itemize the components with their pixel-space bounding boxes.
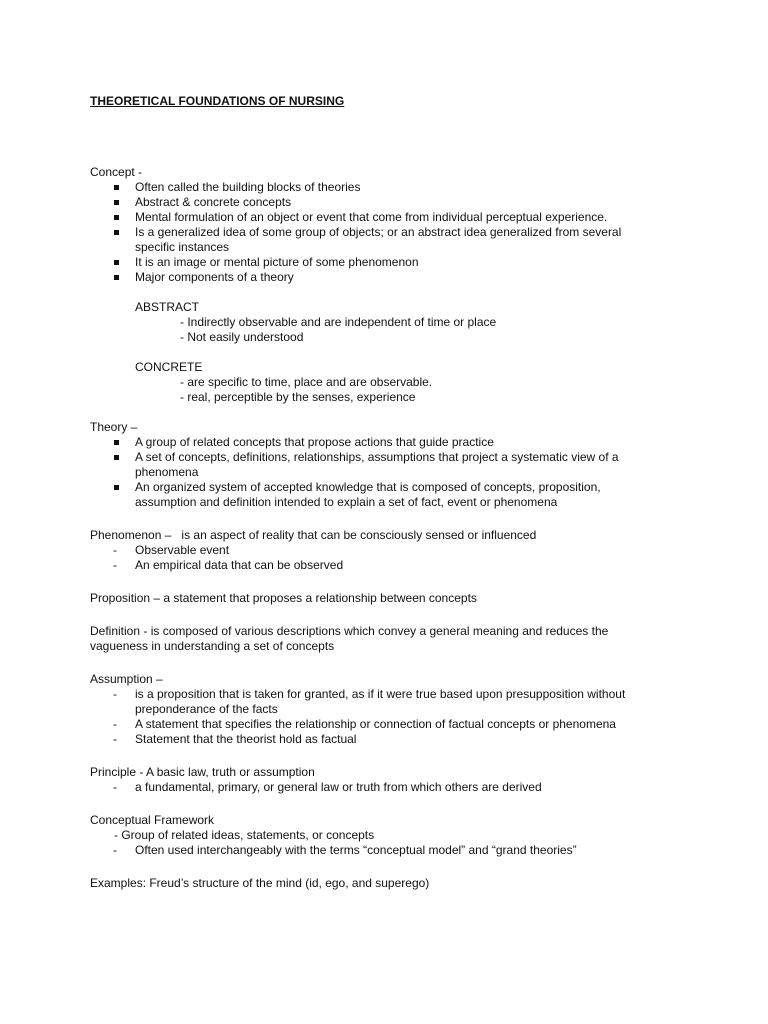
list-item: - is a proposition that is taken for granted, as if it were true based upon presupposition without preponderance of the facts (113, 687, 626, 716)
phenomenon-heading: Phenomenon – is an aspect of reality that can be consciously sensed or influenced (90, 528, 537, 542)
framework-heading: Conceptual Framework (90, 813, 215, 827)
theory-bullet-list (90, 435, 650, 510)
framework-line: - Group of related ideas, statements, or concepts (114, 828, 375, 842)
dash-bullet-icon: - (113, 543, 117, 557)
square-bullet-icon (114, 185, 119, 190)
list-item: Often called the building blocks of theories (90, 180, 650, 195)
examples-section (90, 876, 650, 891)
phenomenon-list (90, 543, 650, 573)
examples-text: Examples: Freud’s structure of the mind (id, ego, and superego) (90, 876, 430, 890)
framework-section (90, 813, 650, 858)
abstract-line: - Not easily understood (180, 330, 304, 344)
dash-bullet-icon: - (113, 843, 117, 857)
square-bullet-icon (114, 275, 119, 280)
definition-text: Definition - is composed of various descriptions which convey a general meaning and reduces the vagueness in understanding a set of concepts (90, 624, 609, 653)
list-item: An organized system of accepted knowledge that is composed of concepts, proposition, assumption and definition intended to explain a set of fact, event or phenomena (90, 480, 650, 510)
square-bullet-icon (114, 440, 119, 445)
dash-bullet-icon: - (113, 780, 117, 794)
list-item: - Often used interchangeably with the terms “conceptual model” and “grand theories” (113, 843, 577, 857)
concept-bullet-list (90, 180, 650, 285)
square-bullet-icon (114, 230, 119, 235)
assumption-section (90, 672, 650, 747)
framework-list (90, 843, 650, 858)
list-item: A set of concepts, definitions, relationships, assumptions that project a systematic view of a phenomena (90, 450, 650, 480)
phenomenon-section (90, 528, 650, 573)
definition-section (90, 624, 650, 654)
abstract-block (135, 300, 650, 345)
list-item: A group of related concepts that propose actions that guide practice (90, 435, 650, 450)
document-title: THEORETICAL FOUNDATIONS OF NURSING (90, 94, 345, 108)
list-item: - An empirical data that can be observed (113, 558, 344, 572)
document-page (90, 94, 650, 891)
concrete-line: - real, perceptible by the senses, experience (180, 390, 416, 404)
list-item: Mental formulation of an object or event that come from individual perceptual experience. (90, 210, 650, 225)
list-item: - A statement that specifies the relationship or connection of factual concepts or phenomena (113, 717, 616, 731)
square-bullet-icon (114, 455, 119, 460)
principle-heading: Principle - A basic law, truth or assumption (90, 765, 315, 779)
theory-section (90, 420, 650, 510)
principle-section (90, 765, 650, 795)
assumption-list (90, 687, 650, 747)
proposition-section (90, 591, 650, 606)
list-item: Major components of a theory (90, 270, 650, 285)
square-bullet-icon (114, 485, 119, 490)
square-bullet-icon (114, 215, 119, 220)
dash-bullet-icon: - (113, 732, 117, 746)
list-item: It is an image or mental picture of some phenomenon (90, 255, 650, 270)
concept-section (90, 165, 650, 405)
abstract-heading: ABSTRACT (135, 300, 200, 314)
dash-bullet-icon: - (113, 717, 117, 731)
list-item: - Observable event (113, 543, 230, 557)
theory-heading: Theory – (90, 420, 138, 434)
list-item: Abstract & concrete concepts (90, 195, 650, 210)
square-bullet-icon (114, 200, 119, 205)
list-item: - Statement that the theorist hold as factual (113, 732, 357, 746)
list-item: Is a generalized idea of some group of objects; or an abstract idea generalized from several specific instances (90, 225, 650, 255)
dash-bullet-icon: - (113, 687, 117, 701)
concrete-heading: CONCRETE (135, 360, 203, 374)
concrete-block (135, 360, 650, 405)
concrete-line: - are specific to time, place and are observable. (180, 375, 433, 389)
concept-heading: Concept - (90, 165, 143, 179)
list-item: - a fundamental, primary, or general law or truth from which others are derived (113, 780, 542, 794)
abstract-line: - Indirectly observable and are independent of time or place (180, 315, 497, 329)
square-bullet-icon (114, 260, 119, 265)
principle-list (90, 780, 650, 795)
dash-bullet-icon: - (113, 558, 117, 572)
proposition-text: Proposition – a statement that proposes a relationship between concepts (90, 591, 477, 605)
assumption-heading: Assumption – (90, 672, 163, 686)
